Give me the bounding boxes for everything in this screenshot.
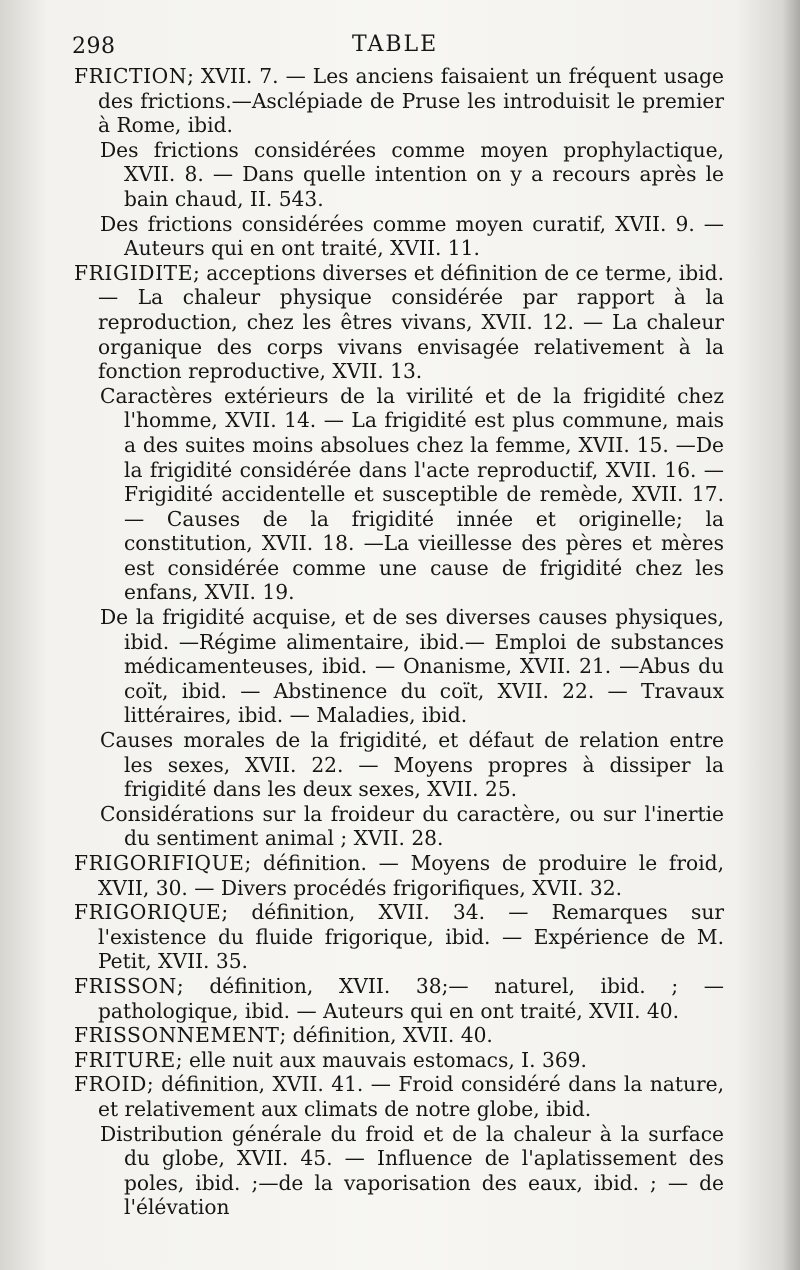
index-entry-frigorifique: [74, 851, 724, 900]
entry-head: FRICTION: [74, 64, 188, 88]
page-number: 298: [72, 34, 116, 59]
entry-text: ; définition. — Moyens de produire le froid, XVII, 30. — Divers procédés frigorifiques, XVII. 32.: [98, 851, 724, 900]
entry-text: ; définition, XVII. 41. — Froid considéré dans la nature, et relativement aux climats de notre globe, ibid.: [98, 1072, 724, 1121]
entry-text: ; définition, XVII. 38;— naturel, ibid. ; —pathologique, ibid. — Auteurs qui en ont traité, XVII. 40.: [98, 973, 724, 1023]
index-entry-frisson: [74, 974, 724, 1023]
entry-head: FRIGORIFIQUE: [74, 851, 245, 875]
page-gutter-shadow: [782, 0, 800, 1270]
entry-head: FRIGORIQUE: [74, 900, 222, 925]
index-entry-froid: [74, 1072, 724, 1121]
index-subentry: Des frictions considérées comme moyen prophylactique, XVII. 8. — Dans quelle intention on y a recours après le bain chaud, II. 543.: [100, 137, 724, 211]
index-subentry: Causes morales de la frigidité, et défaut de relation entre les sexes, XVII. 22. — Moyens propres à dissiper la frigidité dans les deux sexes, XVII. 25.: [100, 728, 724, 802]
running-head: TABLE: [352, 32, 439, 57]
index-subentry: Des frictions considérées comme moyen curatif, XVII. 9. — Auteurs qui en ont traité, XVII. 11.: [100, 211, 724, 261]
entry-text: ; définition, XVII. 34. — Remarques sur l'existence du fluide frigorique, ibid. — Expérience de M. Petit, XVII. 35.: [98, 900, 724, 974]
entry-text: ; définition, XVII. 40.: [279, 1023, 493, 1048]
page-header: [72, 30, 732, 64]
entry-head: FRIGIDITE: [74, 260, 194, 285]
index-entry-frigorique: [74, 900, 724, 974]
entry-text: ; acceptions diverses et définition de ce terme, ibid. — La chaleur physique considérée par rapport à la reproduction, chez les êtres vivans, XVII. 12. — La chaleur organique des corps vivans envisagée relativement à la fonction reproductive, XVII. 13.: [98, 260, 724, 384]
entry-text: ; elle nuit aux mauvais estomacs, I. 369.: [175, 1047, 587, 1072]
index-subentry: De la frigidité acquise, et de ses diverses causes physiques, ibid. —Régime alimentaire, ibid.— Emploi de substances médicamenteuses, ibid. — Onanisme, XVII. 21. —Abus du coït, ibid. — Abstinence du coït, XVII. 22. — Travaux littéraires, ibid. — Maladies, ibid.: [100, 605, 724, 728]
entry-head: FRITURE: [74, 1047, 176, 1072]
index-subentry: Distribution générale du froid et de la chaleur à la surface du globe, XVII. 45. — Influence de l'aplatissement des poles, ibid. ;—de la vaporisation des eaux, ibid. ; — de l'élévation: [100, 1121, 724, 1220]
entry-head: FROID: [74, 1072, 147, 1097]
index-entry-friture: [74, 1048, 724, 1073]
index-entry-frissonnement: [74, 1023, 724, 1048]
entry-text: ; XVII. 7. — Les anciens faisaient un fréquent usage des frictions.—Asclépiade de Pruse les introduisit le premier à Rome, ibid.: [98, 64, 724, 138]
index-entry-friction: [74, 64, 724, 138]
index-subentry: Caractères extérieurs de la virilité et de la frigidité chez l'homme, XVII. 14. — La frigidité est plus commune, mais a des suites moins absolues chez la femme, XVII. 15. —De la frigidité considérée dans l'acte reproductif, XVII. 16. — Frigidité accidentelle et susceptible de remède, XVII. 17. — Causes de la frigidité innée et originelle; la constitution, XVII. 18. —La vieillesse des pères et mères est considérée comme une cause de frigidité chez les enfans, XVII. 19.: [100, 383, 724, 605]
index-entries: [74, 64, 724, 1220]
entry-head: FRISSON: [74, 973, 177, 998]
index-subentry: Considérations sur la froideur du caractère, ou sur l'inertie du sentiment animal ; XVII. 28.: [100, 801, 724, 851]
entry-head: FRISSONNEMENT: [74, 1023, 280, 1048]
index-entry-frigidite: [74, 261, 724, 384]
